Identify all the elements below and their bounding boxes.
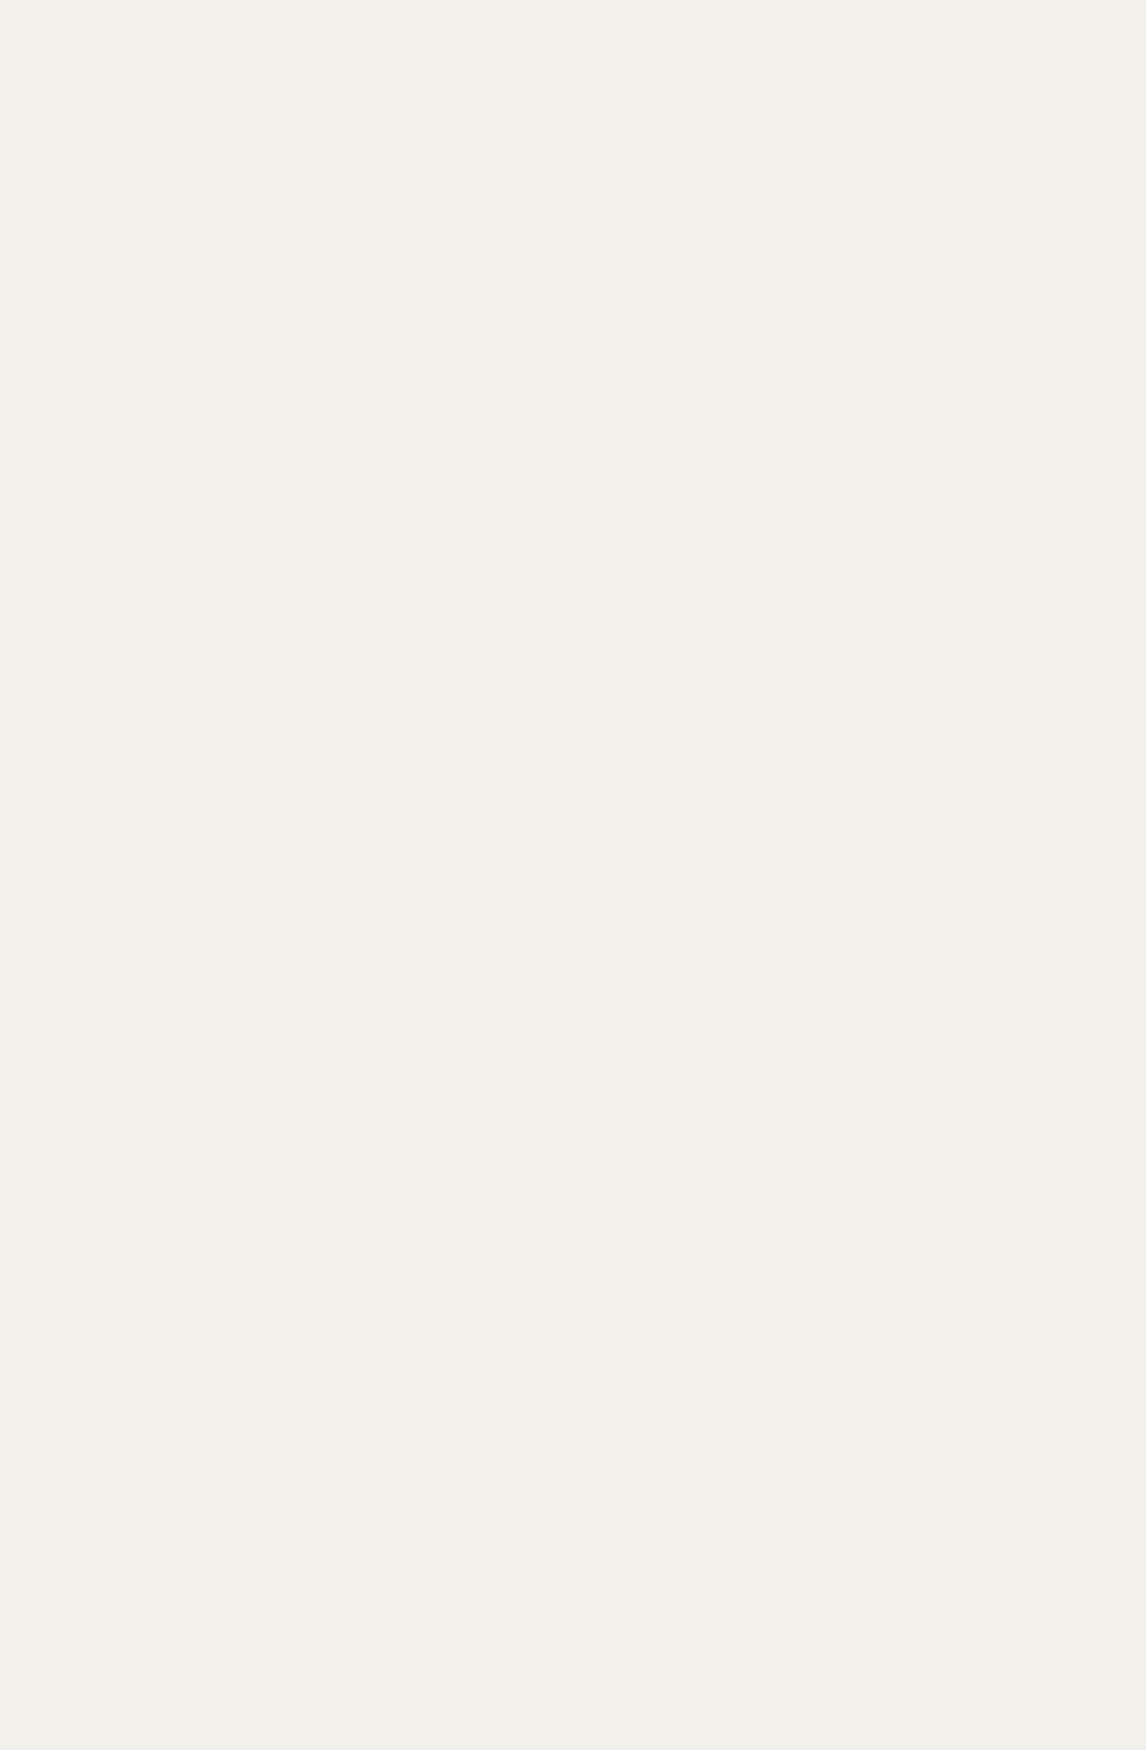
tat-paragraph-1: [84, 67, 1034, 105]
